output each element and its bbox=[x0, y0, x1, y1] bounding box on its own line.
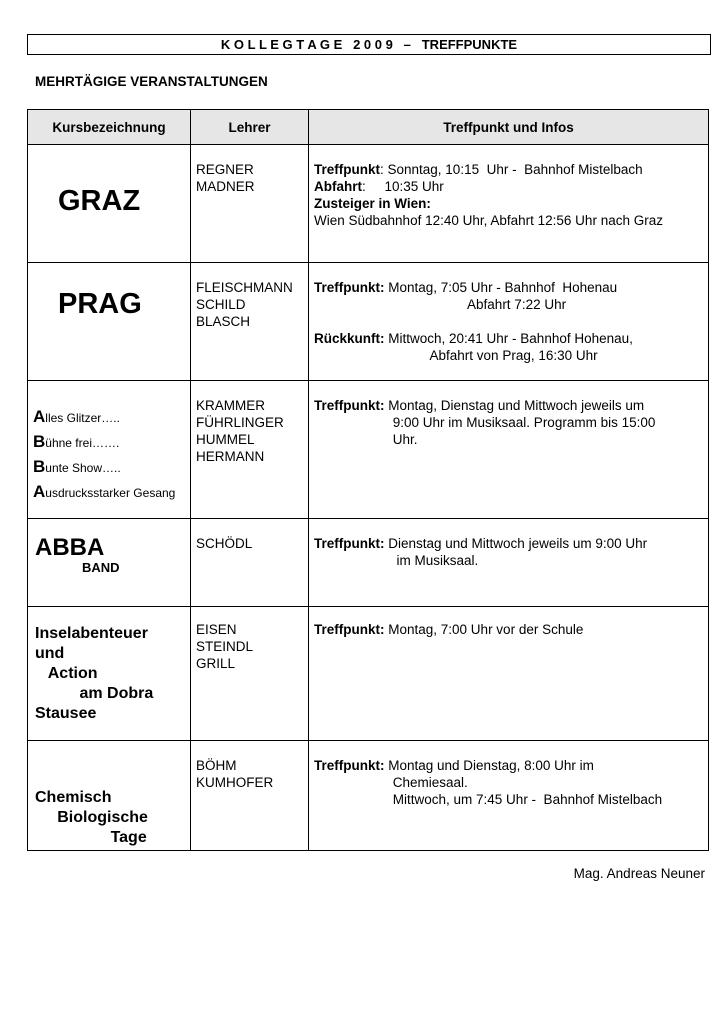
info-line: Treffpunkt: Montag und Dienstag, 8:00 Uhr im bbox=[314, 758, 594, 773]
teacher-name: GRILL bbox=[196, 656, 236, 671]
table-row bbox=[28, 741, 709, 851]
table-row bbox=[28, 607, 709, 741]
section-heading: MEHRTÄGIGE VERANSTALTUNGEN bbox=[35, 74, 268, 89]
info-line: Treffpunkt: Montag, 7:05 Uhr - Bahnhof Hohenau bbox=[314, 280, 618, 295]
teacher-cell bbox=[191, 607, 309, 741]
info-cell bbox=[309, 263, 709, 381]
table-row bbox=[28, 145, 709, 263]
acronym-line: Alles Glitzer….. bbox=[33, 407, 120, 426]
info-line bbox=[314, 313, 703, 330]
teacher-name: BLASCH bbox=[196, 314, 251, 329]
teacher-cell bbox=[191, 263, 309, 381]
course-cell bbox=[28, 381, 191, 519]
teacher-name: BÖHM bbox=[196, 758, 237, 773]
info-line: Abfahrt: 10:35 Uhr bbox=[314, 179, 444, 194]
acronym-line: Ausdrucksstarker Gesang bbox=[33, 482, 176, 501]
course-subtitle: BAND bbox=[82, 560, 120, 575]
header-info: Treffpunkt und Infos bbox=[309, 110, 709, 145]
teacher-name: EISEN bbox=[196, 622, 237, 637]
teacher-cell bbox=[191, 145, 309, 263]
info-cell bbox=[309, 741, 709, 851]
teacher-name: HUMMEL bbox=[196, 432, 255, 447]
teacher-name: STEINDL bbox=[196, 639, 254, 654]
teacher-name: MADNER bbox=[196, 179, 255, 194]
course-name: PRAG bbox=[58, 288, 142, 320]
teacher-name: SCHÖDL bbox=[196, 536, 253, 551]
course-name: ABBA bbox=[35, 534, 105, 561]
info-line: Rückkunft: Mittwoch, 20:41 Uhr - Bahnhof Hohenau, bbox=[314, 331, 633, 346]
header-teacher: Lehrer bbox=[191, 110, 309, 145]
teacher-cell bbox=[191, 381, 309, 519]
info-line: Uhr. bbox=[314, 432, 418, 447]
meeting-table bbox=[27, 109, 709, 851]
course-cell bbox=[28, 741, 191, 851]
teacher-name: KUMHOFER bbox=[196, 775, 274, 790]
course-name: Inselabenteuer und Action am Dobra Stausee bbox=[35, 625, 154, 722]
teacher-name: FLEISCHMANN bbox=[196, 280, 293, 295]
teacher-name: HERMANN bbox=[196, 449, 265, 464]
info-line: 9:00 Uhr im Musiksaal. Programm bis 15:00 bbox=[314, 415, 656, 430]
info-line: Chemiesaal. bbox=[314, 775, 468, 790]
table-header-row bbox=[28, 110, 709, 145]
document-title: K O L L E G T A G E 2 0 0 9 – TREFFPUNKTE bbox=[27, 34, 711, 55]
info-line: im Musiksaal. bbox=[314, 553, 479, 568]
course-cell bbox=[28, 263, 191, 381]
table-row bbox=[28, 519, 709, 607]
course-name: Chemisch Biologische Tage bbox=[35, 789, 148, 846]
info-cell bbox=[309, 519, 709, 607]
teacher-cell bbox=[191, 741, 309, 851]
info-cell bbox=[309, 607, 709, 741]
course-name: GRAZ bbox=[58, 185, 141, 217]
info-line: Abfahrt von Prag, 16:30 Uhr bbox=[314, 348, 598, 363]
info-line: Zusteiger in Wien: bbox=[314, 196, 431, 211]
acronym-line: Bunte Show….. bbox=[33, 457, 121, 476]
info-line: Treffpunkt: Montag, 7:00 Uhr vor der Schule bbox=[314, 622, 584, 637]
teacher-cell bbox=[191, 519, 309, 607]
info-line: Abfahrt 7:22 Uhr bbox=[314, 297, 567, 312]
teacher-name: SCHILD bbox=[196, 297, 246, 312]
course-cell bbox=[28, 145, 191, 263]
table-row bbox=[28, 263, 709, 381]
info-line: Mittwoch, um 7:45 Uhr - Bahnhof Mistelbach bbox=[314, 792, 663, 807]
header-course: Kursbezeichnung bbox=[28, 110, 191, 145]
course-cell bbox=[28, 607, 191, 741]
info-line: Treffpunkt: Montag, Dienstag und Mittwoch jeweils um bbox=[314, 398, 645, 413]
author-signature: Mag. Andreas Neuner bbox=[573, 866, 705, 881]
teacher-name: FÜHRLINGER bbox=[196, 415, 284, 430]
course-cell bbox=[28, 519, 191, 607]
table-row bbox=[28, 381, 709, 519]
teacher-name: REGNER bbox=[196, 162, 254, 177]
info-line: Wien Südbahnhof 12:40 Uhr, Abfahrt 12:56 Uhr nach Graz bbox=[314, 213, 663, 228]
info-cell bbox=[309, 145, 709, 263]
info-cell bbox=[309, 381, 709, 519]
info-line: Treffpunkt: Dienstag und Mittwoch jeweils um 9:00 Uhr bbox=[314, 536, 648, 551]
acronym-line: Bühne frei……. bbox=[33, 432, 120, 451]
teacher-name: KRAMMER bbox=[196, 398, 266, 413]
info-line: Treffpunkt: Sonntag, 10:15 Uhr - Bahnhof Mistelbach bbox=[314, 162, 643, 177]
